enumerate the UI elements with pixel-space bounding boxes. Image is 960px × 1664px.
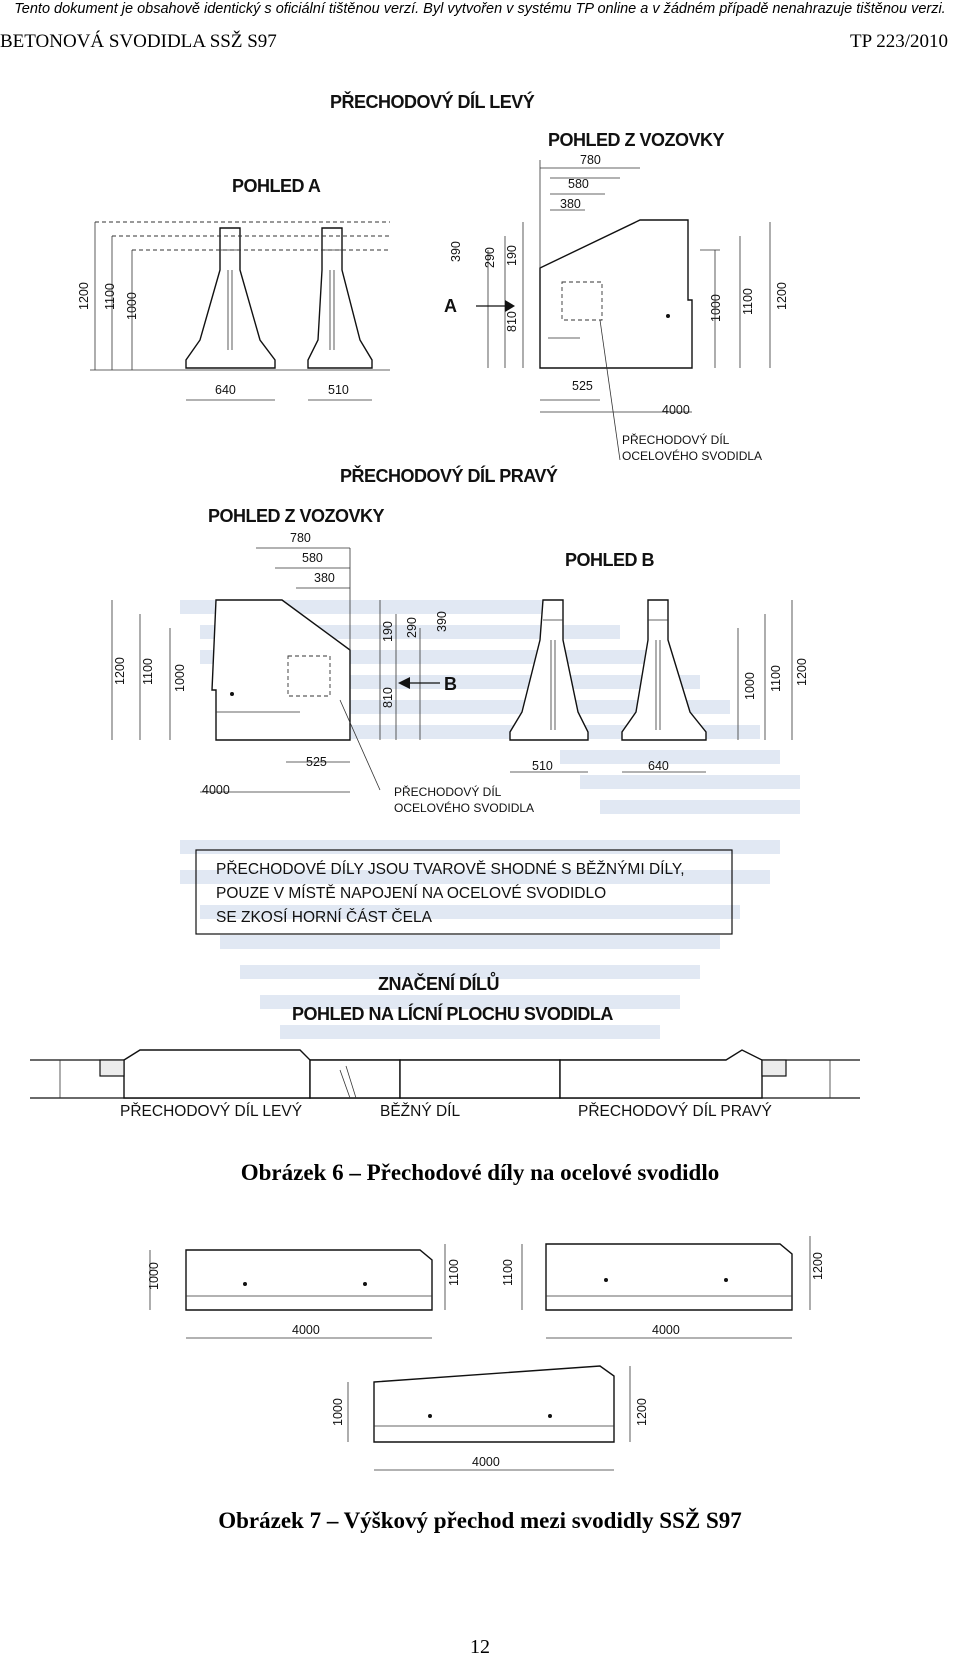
dim-r2-390: 390	[435, 611, 449, 632]
dim-b-640: 640	[648, 759, 669, 773]
dim-a-1200: 1200	[77, 282, 91, 310]
dim-r2-1000: 1000	[173, 664, 187, 692]
dim-a-640: 640	[215, 383, 236, 397]
dim-r1-190: 190	[505, 245, 519, 266]
dim-r2-1100: 1100	[141, 658, 155, 685]
title-view-b: POHLED B	[565, 550, 655, 570]
dim-r2-290: 290	[405, 617, 419, 638]
fig7-bottom-dim-1200: 1200	[635, 1398, 649, 1426]
dim-r1-810: 810	[505, 311, 519, 332]
note-line-3: SE ZKOSÍ HORNÍ ČÁST ČELA	[216, 909, 432, 926]
dim-r1-380: 380	[560, 197, 581, 211]
title-view-a: POHLED A	[232, 176, 321, 196]
dim-r1-1100: 1100	[741, 288, 755, 315]
dim-r1-290: 290	[483, 247, 497, 268]
fig7-bottom-dim-4000: 4000	[472, 1455, 500, 1469]
dim-r2-380: 380	[314, 571, 335, 585]
dim-r1-390: 390	[449, 241, 463, 262]
fig7-right-dim-1200: 1200	[811, 1252, 825, 1280]
dim-a-510: 510	[328, 383, 349, 397]
dim-b-1000: 1000	[743, 672, 757, 700]
dim-b-1200: 1200	[795, 658, 809, 686]
strip-label-left: PŘECHODOVÝ DÍL LEVÝ	[120, 1103, 303, 1120]
header-doc-number: TP 223/2010	[850, 31, 948, 52]
dim-r2-810: 810	[381, 687, 395, 708]
steel-label-2b: OCELOVÉHO SVODIDLA	[394, 801, 535, 815]
marking-strip	[30, 1050, 860, 1098]
note-line-2: POUZE V MÍSTĚ NAPOJENÍ NA OCELOVÉ SVODIDLO	[216, 885, 607, 902]
title-left-transition: PŘECHODOVÝ DÍL LEVÝ	[330, 92, 535, 112]
fig7-left-dim-1100: 1100	[447, 1259, 461, 1286]
figure-6-caption: Obrázek 6 – Přechodové díly na ocelové svodidlo	[240, 1160, 720, 1185]
dim-r2-4000: 4000	[202, 783, 230, 797]
dim-b-1100: 1100	[769, 665, 783, 692]
dim-r2-190: 190	[381, 621, 395, 642]
page-number: 12	[470, 1636, 490, 1658]
header-title: BETONOVÁ SVODIDLA SSŽ S97	[0, 31, 277, 52]
fig7-left-dim-4000: 4000	[292, 1323, 320, 1337]
dim-r1-525: 525	[572, 379, 593, 393]
marking-subtitle: POHLED NA LÍCNÍ PLOCHU SVODIDLA	[292, 1004, 613, 1024]
title-road-view-1: POHLED Z VOZOVKY	[548, 130, 725, 150]
figure-7-drawing	[0, 1220, 960, 1520]
dim-r2-580: 580	[302, 551, 323, 565]
dim-r1-780: 780	[580, 153, 601, 167]
dim-r1-580: 580	[568, 177, 589, 191]
figure-7-caption: Obrázek 7 – Výškový přechod mezi svodidly SSŽ S97	[218, 1508, 742, 1533]
disclaimer-text: Tento dokument je obsahově identický s oficiální tištěnou verzí. Byl vytvořen v systému TP online a v žádném případě nenahrazuje tištěnou verzi.	[14, 1, 946, 17]
fig7-left-dim-1000: 1000	[147, 1262, 161, 1290]
fig7-right-dim-4000: 4000	[652, 1323, 680, 1337]
road-view-1-block	[476, 160, 770, 460]
dim-r1-4000: 4000	[662, 403, 690, 417]
dim-b-510: 510	[532, 759, 553, 773]
dim-r1-1000: 1000	[709, 294, 723, 322]
steel-label-1a: PŘECHODOVÝ DÍL	[622, 433, 730, 447]
dim-r2-780: 780	[290, 531, 311, 545]
dim-r1-1200: 1200	[775, 282, 789, 310]
arrow-a-label: A	[444, 296, 457, 316]
road-view-2-block	[112, 548, 440, 792]
note-line-1: PŘECHODOVÉ DÍLY JSOU TVAROVĚ SHODNÉ S BĚŽNÝMI DÍLY,	[216, 861, 685, 878]
fig7-right-dim-1100: 1100	[501, 1259, 515, 1286]
fig7-bottom-dim-1000: 1000	[331, 1398, 345, 1426]
strip-label-middle: BĚŽNÝ DÍL	[380, 1103, 461, 1120]
dim-r2-1200: 1200	[113, 657, 127, 685]
steel-label-2a: PŘECHODOVÝ DÍL	[394, 785, 502, 799]
dim-a-1000: 1000	[125, 292, 139, 320]
strip-label-right: PŘECHODOVÝ DÍL PRAVÝ	[578, 1103, 772, 1120]
arrow-b-label: B	[444, 674, 457, 694]
marking-title: ZNAČENÍ DÍLŮ	[378, 974, 499, 994]
title-road-view-2: POHLED Z VOZOVKY	[208, 506, 385, 526]
title-right-transition: PŘECHODOVÝ DÍL PRAVÝ	[340, 466, 558, 486]
dim-a-1100: 1100	[103, 283, 117, 310]
steel-label-1b: OCELOVÉHO SVODIDLA	[622, 449, 763, 463]
dim-r2-525: 525	[306, 755, 327, 769]
